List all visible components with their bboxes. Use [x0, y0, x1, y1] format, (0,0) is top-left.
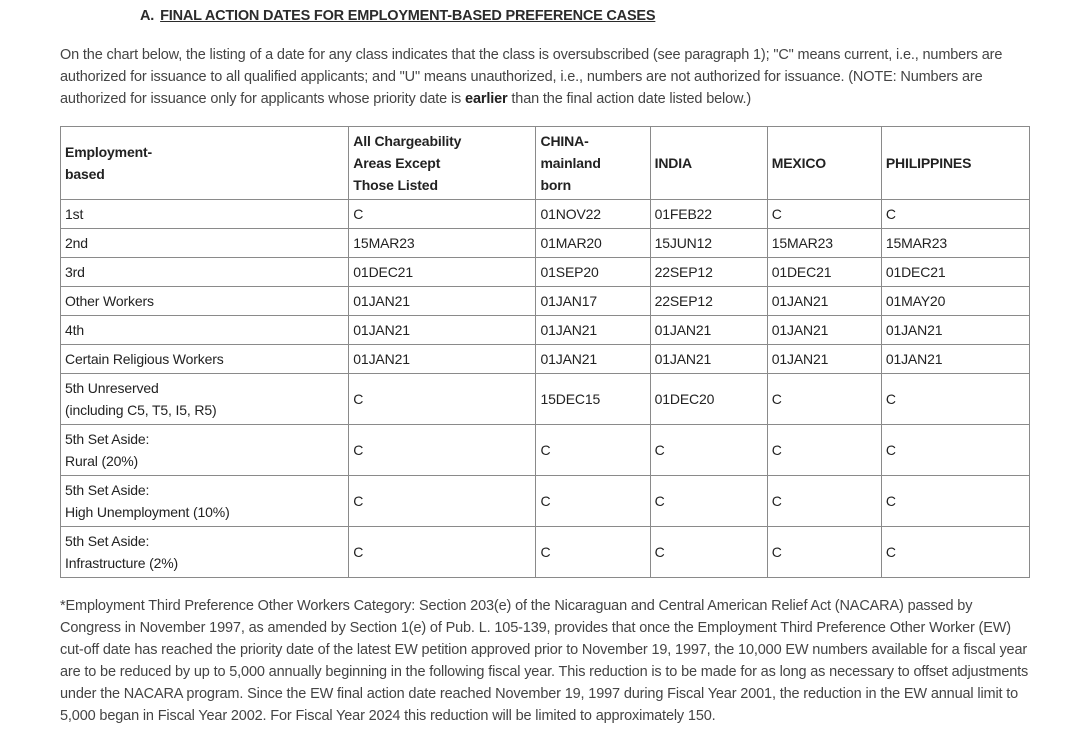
table-cell: C	[536, 527, 650, 578]
table-cell: C	[881, 425, 1029, 476]
row-category: Certain Religious Workers	[61, 345, 349, 374]
row-category: Other Workers	[61, 287, 349, 316]
table-row	[61, 258, 1030, 287]
table-row	[61, 345, 1030, 374]
table-cell: C	[349, 527, 536, 578]
table-cell: 15MAR23	[767, 229, 881, 258]
table-row	[61, 374, 1030, 425]
table-row	[61, 527, 1030, 578]
table-cell: C	[536, 476, 650, 527]
table-cell: C	[767, 200, 881, 229]
intro-paragraph	[60, 44, 1020, 110]
header-philippines: PHILIPPINES	[881, 127, 1029, 200]
row-category: 4th	[61, 316, 349, 345]
header-china: CHINA- mainland born	[536, 127, 650, 200]
row-category: 5th Set Aside: Infrastructure (2%)	[61, 527, 349, 578]
table-cell: 01SEP20	[536, 258, 650, 287]
table-cell: 22SEP12	[650, 258, 767, 287]
table-cell: 22SEP12	[650, 287, 767, 316]
table-cell: 01JAN21	[349, 345, 536, 374]
table-cell: 01JAN21	[767, 345, 881, 374]
header-all-chargeability: All Chargeability Areas Except Those Listed	[349, 127, 536, 200]
table-cell: C	[349, 476, 536, 527]
table-cell: 01JAN21	[349, 287, 536, 316]
row-category: 2nd	[61, 229, 349, 258]
table-cell: 01JAN21	[349, 316, 536, 345]
table-cell: C	[650, 527, 767, 578]
table-cell: 01DEC21	[767, 258, 881, 287]
table-cell: C	[881, 374, 1029, 425]
intro-text: On the chart below, the listing of a date for any class indicates that the class is oversubscribed (see paragraph 1); "C" means current, i.e., numbers are authorized for issuance to all qualified applicants; and "U" means unauthorized, i.e., numbers are not authorized for issuance. (NOTE: Numbers are authorized for issuance only for applicants whose priority date is	[60, 47, 1003, 107]
table-cell: 01MAR20	[536, 229, 650, 258]
table-cell: 15MAR23	[349, 229, 536, 258]
table-cell: 01JAN21	[767, 316, 881, 345]
row-category: 5th Set Aside: Rural (20%)	[61, 425, 349, 476]
table-cell: C	[767, 425, 881, 476]
table-cell: 01JAN21	[536, 345, 650, 374]
table-cell: C	[881, 476, 1029, 527]
row-category: 5th Set Aside: High Unemployment (10%)	[61, 476, 349, 527]
table-row	[61, 316, 1030, 345]
row-category: 5th Unreserved (including C5, T5, I5, R5)	[61, 374, 349, 425]
table-row	[61, 200, 1030, 229]
table-cell: 01JAN21	[536, 316, 650, 345]
table-cell: 01JAN21	[881, 345, 1029, 374]
table-cell: C	[349, 374, 536, 425]
table-cell: 01DEC21	[349, 258, 536, 287]
table-cell: 01DEC21	[881, 258, 1029, 287]
table-row	[61, 425, 1030, 476]
table-cell: C	[767, 374, 881, 425]
table-header-row	[61, 127, 1030, 200]
table-cell: 15MAR23	[881, 229, 1029, 258]
table-cell: 01JAN21	[881, 316, 1029, 345]
header-india: INDIA	[650, 127, 767, 200]
table-cell: 01JAN21	[650, 345, 767, 374]
table-cell: C	[767, 476, 881, 527]
table-cell: 01JAN21	[767, 287, 881, 316]
table-cell: C	[650, 476, 767, 527]
header-mexico: MEXICO	[767, 127, 881, 200]
footnote-paragraph: *Employment Third Preference Other Workers Category: Section 203(e) of the Nicaraguan and Central American Relief Act (NACARA) passed by Congress in November 1997, as amended by Section 1(e) of Pub. L. 105-139, provides that once the Employment Third Preference Other Worker (EW) cut-off date has reached the priority date of the latest EW petition approved prior to November 19, 1997, the 10,000 EW numbers available for a fiscal year are to be reduced by up to 5,000 annually beginning in the following fiscal year. This reduction is to be made for as long as necessary to offset adjustments under the NACARA program. Since the EW final action date reached November 19, 1997 during Fiscal Year 2001, the reduction in the EW annual limit to 5,000 began in Fiscal Year 2002. For Fiscal Year 2024 this reduction will be limited to approximately 150.	[60, 598, 1029, 724]
table-row	[61, 287, 1030, 316]
intro-text-end: than the final action date listed below.)	[507, 91, 752, 107]
final-action-dates-table	[60, 126, 1030, 578]
table-cell: 01JAN17	[536, 287, 650, 316]
table-cell: C	[536, 425, 650, 476]
table-cell: 15DEC15	[536, 374, 650, 425]
table-cell: 01FEB22	[650, 200, 767, 229]
intro-bold-word: earlier	[465, 91, 508, 107]
table-cell: 01NOV22	[536, 200, 650, 229]
table-cell: 01JAN21	[650, 316, 767, 345]
header-employment-based: Employment- based	[61, 127, 349, 200]
table-cell: C	[349, 425, 536, 476]
table-cell: C	[349, 200, 536, 229]
section-title: FINAL ACTION DATES FOR EMPLOYMENT-BASED PREFERENCE CASES	[160, 8, 656, 24]
section-letter: A.	[140, 8, 155, 24]
table-row	[61, 476, 1030, 527]
row-category: 1st	[61, 200, 349, 229]
section-heading	[140, 8, 655, 24]
table-cell: C	[881, 527, 1029, 578]
table-cell: C	[767, 527, 881, 578]
table-cell: C	[881, 200, 1029, 229]
table-cell: 01MAY20	[881, 287, 1029, 316]
table-cell: 15JUN12	[650, 229, 767, 258]
table-cell: C	[650, 425, 767, 476]
table-row	[61, 229, 1030, 258]
row-category: 3rd	[61, 258, 349, 287]
table-cell: 01DEC20	[650, 374, 767, 425]
